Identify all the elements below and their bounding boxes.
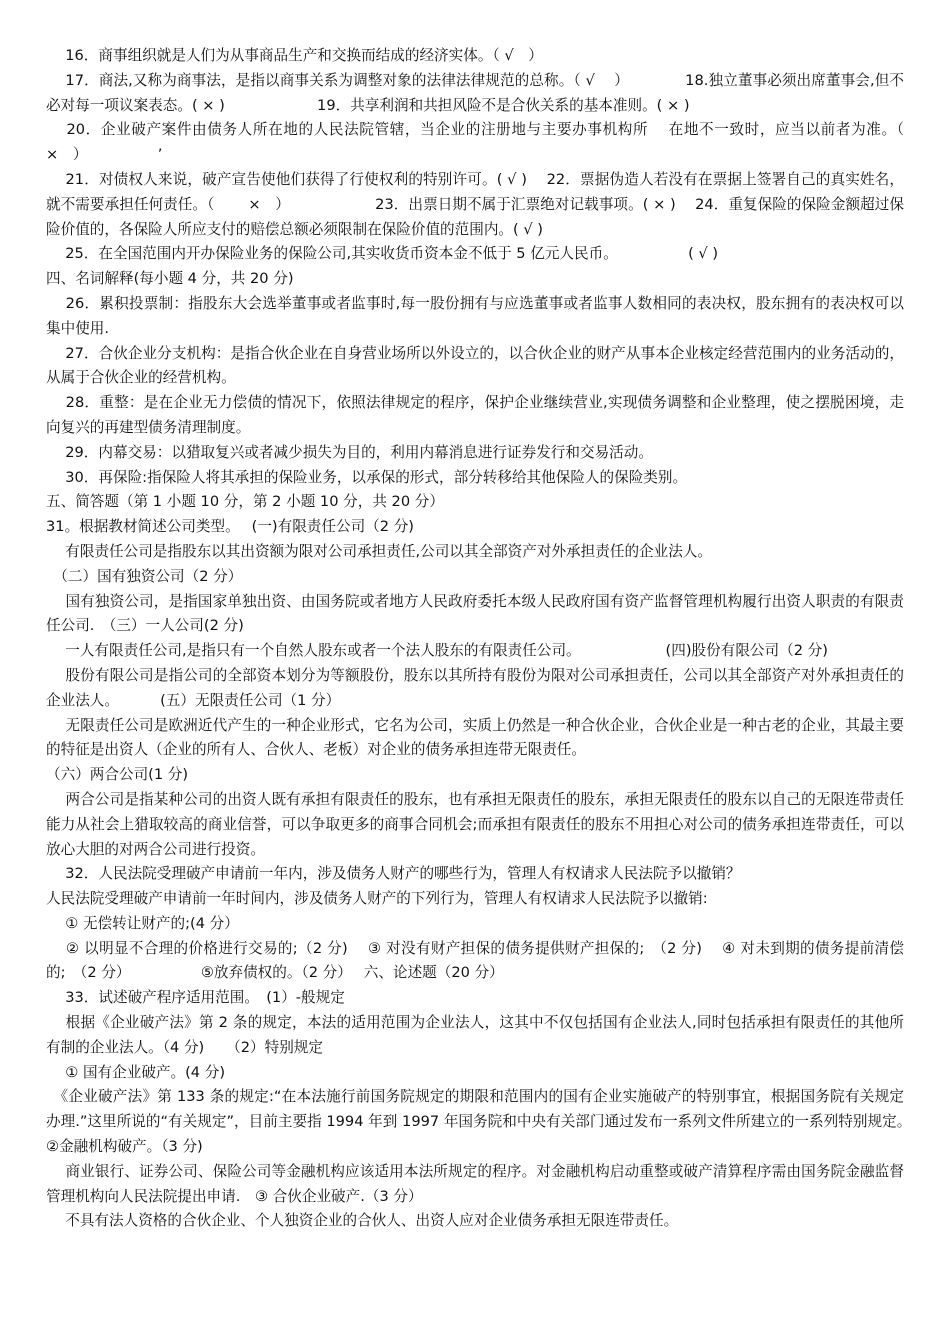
text-line-20: 32．人民法院受理破产申请前一年内，涉及债务人财产的哪些行为，管理人有权请求人民法院予以撤销？ bbox=[46, 865, 741, 883]
text-line-10: 30．再保险:指保险人将其承担的保险业务，以承保的形式，部分转移给其他保险人的保险类别。 bbox=[46, 468, 688, 486]
text-line-3: 20．企业破产案件由债务人所在地的人民法院管辖，当企业的注册地与主要办事机构所 在地不一致时，应当以前者为准。（ × ） ’ bbox=[46, 121, 938, 164]
text-line-23: ② 以明显不合理的价格进行交易的;（2 分) ③ 对没有财产担保的债务提供财产担保的; （2 分) ④ 对未到期的债务提前清偿的; （2 分） ⑤放弃债权的。（2 分） 六、论述题（20 分） bbox=[46, 939, 904, 982]
text-line-12: 有限责任公司是指股东以其出资额为限对公司承担责任,公司以其全部资产对外承担责任的企业法人。 bbox=[46, 542, 713, 560]
text-line-15: 一人有限责任公司,是指只有一个自然人股东或者一个法人股东的有限责任公司。 (四)股份有限公司（2 分) bbox=[46, 642, 828, 660]
text-line-21: 人民法院受理破产申请前一年时间内，涉及债务人财产的下列行为，管理人有权请求人民法院予以撤销: bbox=[46, 890, 708, 908]
section-heading-4: 四、名词解释(每小题 4 分，共 20 分) bbox=[46, 270, 294, 288]
text-line-14: 国有独资公司，是指国家单独出资、由国务院或者地方人民政府委托本级人民政府国有资产监督管理机构履行出资人职责的有限责任公司. （三）一人公司(2 分) bbox=[46, 592, 904, 635]
text-line-19: 两合公司是指某种公司的出资人既有承担有限责任的股东，也有承担无限责任的股东，承担无限责任的股东以自己的无限连带责任能力从社会上猎取较高的商业信誉，可以争取更多的商事合同机会;而承担有限责任的股东不用担心对公司的债务承担连带责任，可以放心大胆的对两合公司进行投资。 bbox=[46, 790, 904, 858]
text-line-27: 《企业破产法》第 133 条的规定:“在本法施行前国务院规定的期限和范围内的国有企业实施破产的特别事宜，根据国务院有关规定办理.”这里所说的“有关规定”，目前主要指 1994 年到 1997 年国务院和中央有关部门通过发布一系列文件所建立的一系列特别规定。 ②金融机构破产。（3 分) bbox=[46, 1088, 938, 1156]
section-heading-5: 五、简答题（第 1 小题 10 分，第 2 小题 10 分，共 20 分） bbox=[46, 493, 444, 511]
text-line-26: ① 国有企业破产。(4 分) bbox=[46, 1063, 226, 1081]
text-line-4: 21．对债权人来说，破产宣告使他们获得了行使权利的特别许可。( √ ) 22．票据伪造人若没有在票据上签署自己的真实姓名，就不需要承担任何责任。（ × ） 23．出票日期不属于汇票绝对记载事项。( × ) 24．重复保险的保险金额超过保险价值的，各保险人所应支付的赔偿总额必须限制在保险价值的范围内。( √ ) bbox=[46, 170, 904, 238]
text-line-11: 31。根据教材简述公司类型。 (一)有限责任公司（2 分) bbox=[46, 518, 414, 536]
text-line-25: 根据《企业破产法》第 2 条的规定，本法的适用范围为企业法人，这其中不仅包括国有企业法人,同时包括承担有限责任的其他所有制的企业法人。（4 分) （2）特别规定 bbox=[46, 1014, 904, 1056]
text-line-22: ① 无偿转让财产的;(4 分） bbox=[46, 914, 239, 932]
text-line-17: 无限责任公司是欧洲近代产生的一种企业形式，它名为公司，实质上仍然是一种合伙企业，合伙企业是一种古老的企业，其最主要的特征是出资人（企业的所有人、合伙人、老板）对企业的债务承担连带无限责任。 bbox=[46, 716, 904, 759]
text-line-1: 16．商事组织就是人们为从事商品生产和交换而结成的经济实体。（ √ ） bbox=[46, 47, 543, 64]
text-line-8: 28．重整：是在企业无力偿债的情况下，依照法律规定的程序，保护企业继续营业,实现债务调整和企业整理，使之摆脱困境，走向复兴的再建型债务清理制度。 bbox=[46, 394, 904, 436]
text-line-5: 25．在全国范围内开办保险业务的保险公司,其实收货币资本金不低于 5 亿元人民币。 ( √ ) bbox=[46, 245, 719, 263]
text-line-9: 29．内幕交易：以猎取复兴或者减少损失为目的，利用内幕消息进行证券发行和交易活动。 bbox=[46, 443, 653, 461]
text-line-2: 17．商法,又称为商事法，是指以商事关系为调整对象的法律法律规范的总称。（ √ ） 18.独立董事必须出席董事会,但不必对每一项议案表态。( × ) 19．共享利润和共担风险不是合伙关系的基本准则。( × ) bbox=[46, 71, 904, 114]
text-line-16: 股份有限公司是指公司的全部资本划分为等额股份，股东以其所持有股份为限对公司承担责任，公司以其全部资产对外承担责任的企业法人。 (五）无限责任公司（1 分） bbox=[46, 666, 904, 709]
text-line-13: （二）国有独资公司（2 分） bbox=[46, 567, 243, 585]
text-line-28: 商业银行、证券公司、保险公司等金融机构应该适用本法所规定的程序。对金融机构启动重整或破产清算程序需由国务院金融监督管理机构向人民法院提出申请. ③ 合伙企业破产.（3 分） bbox=[46, 1162, 904, 1205]
text-line-7: 27．合伙企业分支机构：是指合伙企业在自身营业场所以外设立的，以合伙企业的财产从事本企业核定经营范围内的业务活动的，从属于合伙企业的经营机构。 bbox=[46, 344, 904, 387]
text-line-18: （六）两合公司(1 分) bbox=[46, 766, 189, 784]
text-line-24: 33．试述破产程序适用范围。 (1）-般规定 bbox=[46, 989, 345, 1007]
text-line-29: 不具有法人资格的合伙企业、个人独资企业的合伙人、出资人应对企业债务承担无限连带责任。 bbox=[46, 1212, 679, 1230]
text-line-6: 26．累积投票制：指股东大会选举董事或者监事时,每一股份拥有与应选董事或者监事人数相同的表决权，股东拥有的表决权可以集中使用. bbox=[46, 294, 904, 337]
